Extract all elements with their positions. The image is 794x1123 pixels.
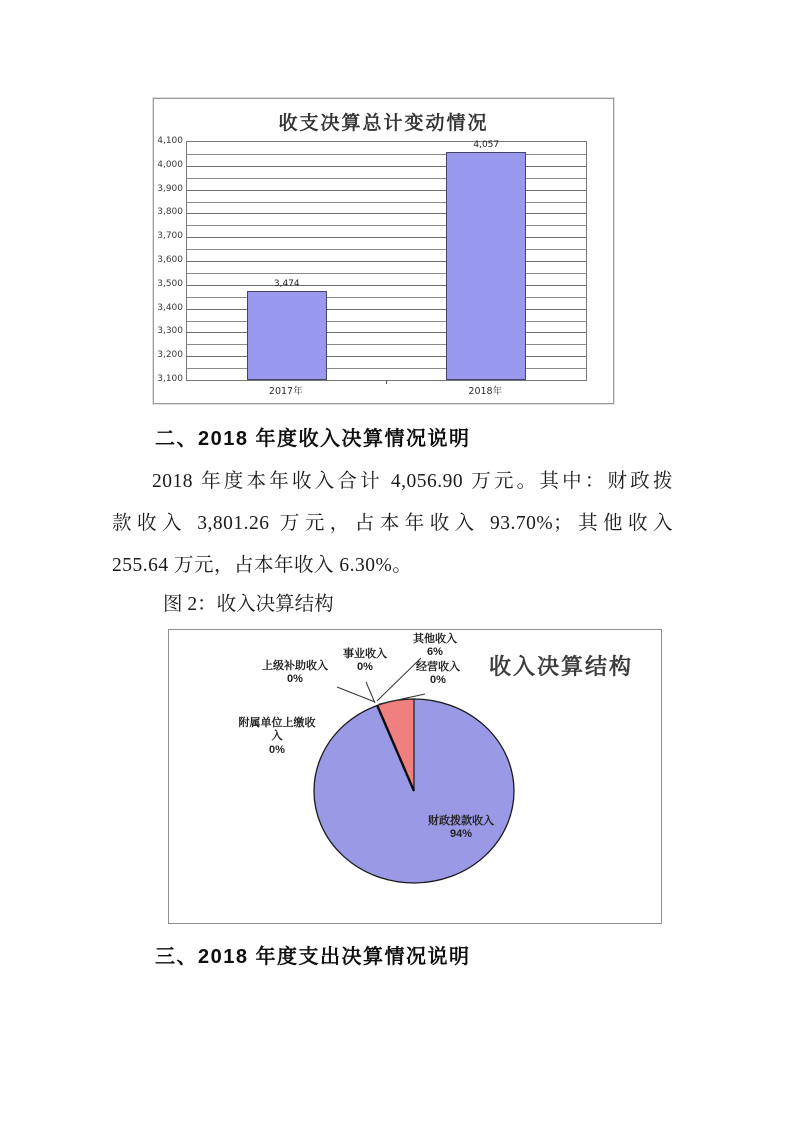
- pie-label-qita: [395, 633, 475, 660]
- pie-label-caizheng: [416, 815, 506, 842]
- figure-2-caption: 图 2：收入决算结构: [163, 594, 334, 615]
- pie-label-fushu-name: 附属单位上缴收入: [238, 717, 316, 743]
- bar-x-axis: [186, 383, 585, 397]
- pie-label-fushu: [238, 717, 316, 757]
- pie-label-caizheng-pct: 94%: [449, 828, 473, 841]
- pie-chart-title: 收入决算结构: [488, 654, 633, 679]
- pie-label-shiye: [325, 648, 405, 675]
- paragraph-line-2: 款收入 3,801.26 万元，占本年收入 93.70%；其他收入: [112, 513, 673, 534]
- section-3-heading: 三、2018 年度支出决算情况说明: [155, 946, 471, 968]
- y-axis-tick-label: 3,900: [157, 183, 183, 194]
- y-axis-tick-label: 3,800: [157, 207, 183, 218]
- bar-y-axis: [156, 136, 183, 384]
- y-axis-tick-label: 3,700: [157, 231, 183, 242]
- bar-2017年: [247, 291, 327, 380]
- x-axis-category-label: 2018年: [468, 386, 503, 397]
- pie-label-shangji-name: 上级补助收入: [262, 660, 328, 672]
- y-axis-tick-label: 3,200: [157, 350, 183, 361]
- pie-label-jingying-pct: 0%: [430, 674, 446, 687]
- pie-chart-figure: [168, 629, 662, 924]
- y-axis-tick-label: 3,500: [157, 278, 183, 289]
- bar-value-label: 3,474: [273, 278, 300, 289]
- pie-label-qita-name: 其他收入: [413, 633, 457, 645]
- paragraph-line-1: 2018 年度本年收入合计 4,056.90 万元。其中：财政拨: [152, 471, 673, 492]
- bar-plot-area: [186, 141, 587, 381]
- section-2-heading: 二、2018 年度收入决算情况说明: [155, 428, 471, 450]
- pie-label-jingying: [398, 661, 478, 688]
- y-axis-tick-label: 3,400: [157, 302, 183, 313]
- pie-label-shangji-pct: 0%: [287, 673, 303, 686]
- bar-2018年: [446, 152, 526, 380]
- x-axis-category-label: 2017年: [268, 386, 303, 397]
- bar-chart-figure: [153, 98, 614, 404]
- bar-value-label: 4,057: [473, 140, 500, 151]
- bar-chart-title: 收支决算总计变动情况: [278, 113, 489, 134]
- pie-label-shiye-pct: 0%: [357, 661, 373, 674]
- pie-label-qita-pct: 6%: [427, 646, 443, 659]
- y-axis-tick-label: 4,000: [157, 159, 183, 170]
- y-axis-tick-label: 4,100: [157, 136, 183, 146]
- y-axis-tick-label: 3,300: [157, 326, 183, 337]
- pie-label-caizheng-name: 财政拨款收入: [428, 815, 494, 827]
- y-axis-tick-label: 3,100: [157, 374, 183, 384]
- pie-label-fushu-pct: 0%: [269, 743, 285, 756]
- paragraph-line-3: 255.64 万元，占本年收入 6.30%。: [112, 555, 413, 576]
- pie-label-jingying-name: 经营收入: [416, 661, 460, 673]
- pie-label-shiye-name: 事业收入: [343, 648, 387, 660]
- y-axis-tick-label: 3,600: [157, 255, 183, 265]
